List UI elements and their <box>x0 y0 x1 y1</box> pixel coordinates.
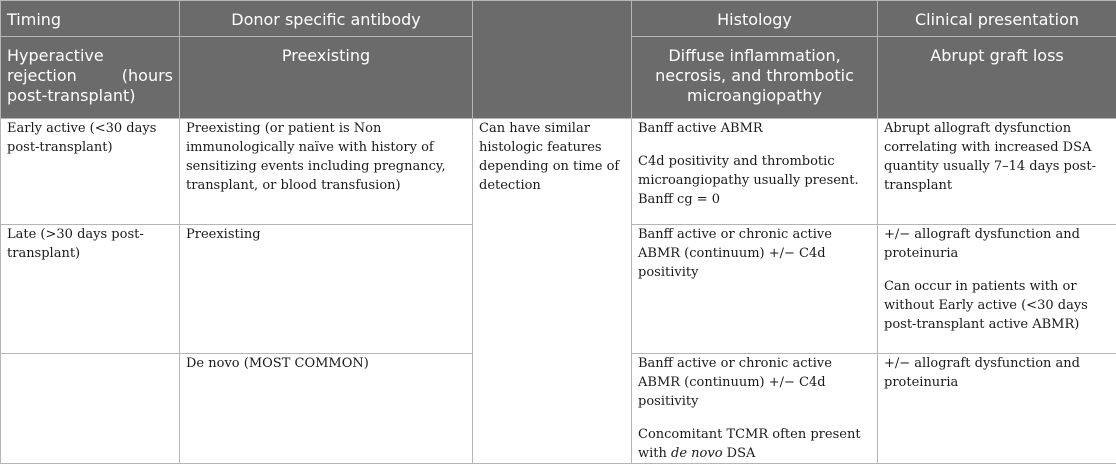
cell-text: Banff active ABMR <box>638 121 763 136</box>
early-active-histology <box>632 119 878 225</box>
cell-text <box>638 425 871 463</box>
cell-text: Early active (<30 days post-transplant) <box>7 121 157 155</box>
header-row <box>1 1 1116 37</box>
late-histology <box>632 225 878 354</box>
late-dsa <box>180 225 473 354</box>
cell-text: Banff active or chronic active ABMR (continuum) +/− C4d positivity <box>638 227 832 280</box>
header-timing: Timing <box>1 1 180 37</box>
de-novo-dsa <box>180 354 473 464</box>
de-novo-histology <box>632 354 878 464</box>
de-novo-clinical <box>878 354 1116 464</box>
header-clinical-presentation: Clinical presentation <box>878 1 1116 37</box>
early-active-timing <box>1 119 180 225</box>
cell-text: Late (>30 days post-transplant) <box>7 227 144 261</box>
early-active-clinical <box>878 119 1116 225</box>
early-active-dsa <box>180 119 473 225</box>
header-donor-specific-antibody: Donor specific antibody <box>180 1 473 37</box>
table-row <box>1 119 1116 225</box>
header-blank <box>473 1 632 119</box>
de-novo-timing <box>1 354 180 464</box>
cell-text: Can have similar histologic features depending on time of detection <box>479 121 620 193</box>
cell-text-part: Concomitant TCMR often present with <box>638 427 861 461</box>
cell-text-part: DSA <box>722 446 756 461</box>
cell-text: Abrupt allograft dysfunction correlating with increased DSA quantity usually 7–14 days post-transplant <box>884 121 1096 193</box>
cell-text: De novo (MOST COMMON) <box>186 356 369 371</box>
cell-text-italic: de novo <box>671 446 723 461</box>
cell-text: Preexisting <box>186 227 261 242</box>
cell-text: Preexisting (or patient is Non immunologically naïve with history of sensitizing events including pregnancy, transplant, or blood transfusion) <box>186 121 446 193</box>
hyperactive-timing: Hyperactive rejection (hours post-transplant) <box>1 37 180 119</box>
late-clinical <box>878 225 1116 354</box>
cell-text: C4d positivity and thrombotic microangiopathy usually present. Banff cg = 0 <box>638 154 859 207</box>
hyperactive-histology: Diffuse inflammation, necrosis, and thrombotic microangiopathy <box>632 37 878 119</box>
header-histology: Histology <box>632 1 878 37</box>
cell-text: +/− allograft dysfunction and proteinuria <box>884 356 1080 390</box>
cell-text: Banff active or chronic active ABMR (continuum) +/− C4d positivity <box>638 356 832 409</box>
cell-text: Can occur in patients with or without Early active (<30 days post-transplant active ABMR) <box>884 279 1088 332</box>
shared-histologic-note <box>473 119 632 464</box>
cell-text: +/− allograft dysfunction and proteinuria <box>884 227 1080 261</box>
hyperactive-dsa: Preexisting <box>180 37 473 119</box>
hyperactive-clinical: Abrupt graft loss <box>878 37 1116 119</box>
late-timing <box>1 225 180 354</box>
